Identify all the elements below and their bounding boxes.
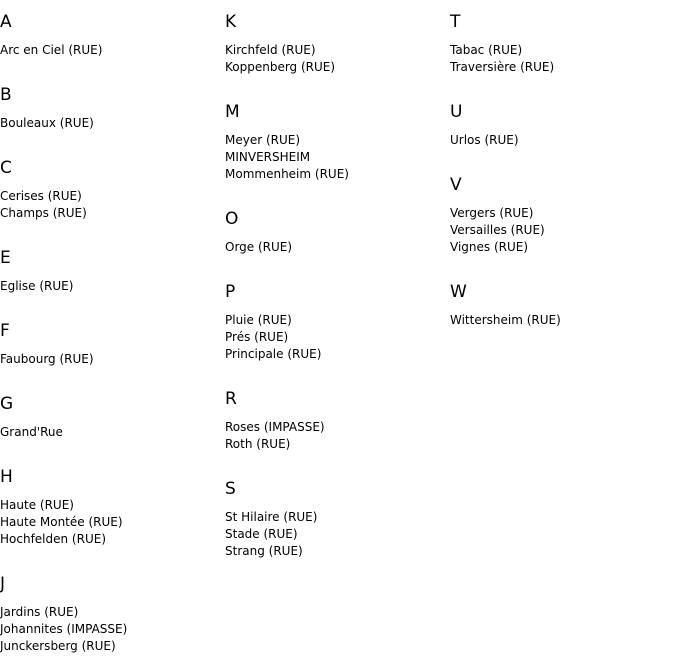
street-link[interactable]: Cerises (RUE) (0, 189, 82, 203)
street-link[interactable]: Johannites (IMPASSE) (0, 622, 128, 636)
letter-heading: C (0, 158, 12, 178)
letter-group (0, 309, 220, 368)
letter-group (450, 0, 670, 76)
letter-group (0, 146, 220, 222)
street-link[interactable]: Champs (RUE) (0, 206, 87, 220)
street-link[interactable]: Grand'Rue (0, 425, 63, 439)
street-link[interactable]: Vergers (RUE) (450, 206, 534, 220)
street-index-column-2 (225, 0, 445, 574)
letter-heading: G (0, 394, 14, 414)
street-link[interactable]: Versailles (RUE) (450, 223, 545, 237)
letter-group (0, 236, 220, 295)
street-link[interactable]: Tabac (RUE) (450, 43, 523, 57)
letter-heading: S (225, 479, 236, 499)
street-link[interactable]: Vignes (RUE) (450, 240, 529, 254)
letter-heading: V (450, 175, 462, 195)
letter-heading: W (450, 282, 467, 302)
letter-group (225, 90, 445, 183)
street-link[interactable]: Hochfelden (RUE) (0, 532, 106, 546)
street-link[interactable]: Prés (RUE) (225, 330, 289, 344)
letter-heading: J (0, 574, 6, 594)
street-link[interactable]: Meyer (RUE) (225, 133, 301, 147)
street-link[interactable]: St Hilaire (RUE) (225, 510, 318, 524)
street-link[interactable]: Faubourg (RUE) (0, 352, 94, 366)
street-link[interactable]: Roses (IMPASSE) (225, 420, 325, 434)
letter-heading: T (450, 12, 461, 32)
letter-group (225, 467, 445, 560)
letter-group (225, 377, 445, 453)
street-link[interactable]: Pluie (RUE) (225, 313, 292, 327)
street-link[interactable]: Orge (RUE) (225, 240, 293, 254)
street-link[interactable]: Urlos (RUE) (450, 133, 519, 147)
letter-group (0, 382, 220, 441)
street-link[interactable]: Haute Montée (RUE) (0, 515, 123, 529)
street-link[interactable]: Jardins (RUE) (0, 605, 79, 619)
street-link[interactable]: Wittersheim (RUE) (450, 313, 561, 327)
letter-heading: U (450, 102, 463, 122)
letter-group (0, 455, 220, 548)
street-link[interactable]: Bouleaux (RUE) (0, 116, 94, 130)
street-link[interactable]: Haute (RUE) (0, 498, 74, 512)
street-link[interactable]: Principale (RUE) (225, 347, 322, 361)
letter-heading: A (0, 12, 12, 32)
letter-group (0, 562, 220, 655)
letter-heading: P (225, 282, 236, 302)
street-link[interactable]: Junckersberg (RUE) (0, 639, 116, 653)
letter-heading: E (0, 248, 11, 268)
street-link[interactable]: Traversière (RUE) (450, 60, 555, 74)
street-link[interactable]: Roth (RUE) (225, 437, 291, 451)
letter-group (225, 0, 445, 76)
letter-group (0, 73, 220, 132)
letter-heading: M (225, 102, 240, 122)
letter-heading: B (0, 85, 12, 105)
street-link[interactable]: Kirchfeld (RUE) (225, 43, 316, 57)
street-index-column-1 (0, 0, 220, 669)
street-link[interactable]: Stade (RUE) (225, 527, 298, 541)
letter-group (450, 163, 670, 256)
letter-heading: O (225, 209, 239, 229)
letter-heading: H (0, 467, 13, 487)
letter-group (0, 0, 220, 59)
letter-heading: F (0, 321, 10, 341)
street-index-column-3 (450, 0, 670, 343)
street-link[interactable]: MINVERSHEIM (225, 150, 311, 164)
street-link[interactable]: Koppenberg (RUE) (225, 60, 336, 74)
street-link[interactable]: Strang (RUE) (225, 544, 303, 558)
street-link[interactable]: Arc en Ciel (RUE) (0, 43, 103, 57)
letter-group (225, 270, 445, 363)
letter-group (450, 270, 670, 329)
street-link[interactable]: Mommenheim (RUE) (225, 167, 349, 181)
letter-group (450, 90, 670, 149)
letter-heading: K (225, 12, 237, 32)
street-link[interactable]: Eglise (RUE) (0, 279, 74, 293)
letter-heading: R (225, 389, 237, 409)
letter-group (225, 197, 445, 256)
